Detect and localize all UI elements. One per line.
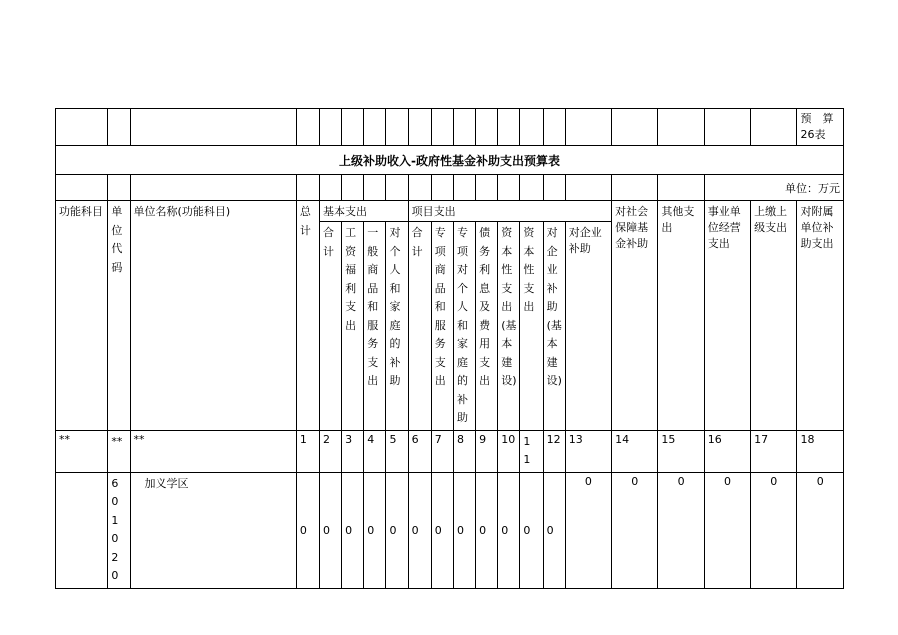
- header-affiliated: 对附属单位补助支出: [797, 201, 844, 431]
- value-cell: 0: [476, 472, 498, 588]
- index-cell: 15: [658, 430, 704, 472]
- header-enterprise-subsidy-1: 对企业补助(基本建设): [543, 222, 565, 431]
- index-cell: 1: [296, 430, 319, 472]
- index-cell: 16: [704, 430, 750, 472]
- index-cell: 6: [408, 430, 431, 472]
- value-cell: 0: [408, 472, 431, 588]
- header-unit-name: 单位名称(功能科目): [130, 201, 296, 431]
- header-basic-total: 合计: [319, 222, 341, 431]
- value-cell: 0: [364, 472, 386, 588]
- header-capital-2: 资本性支出: [520, 222, 543, 431]
- value-cell: 0: [431, 472, 453, 588]
- header-project: 项目支出: [408, 201, 611, 222]
- form-label-row: [56, 109, 844, 146]
- value-cell: 0: [386, 472, 408, 588]
- unit-label: 单位：万元: [704, 175, 843, 201]
- header-other: 其他支出: [658, 201, 704, 431]
- value-cell: 0: [797, 472, 844, 588]
- index-cell: **: [56, 430, 108, 472]
- index-cell: 17: [751, 430, 797, 472]
- header-func-subject: 功能科目: [56, 201, 108, 431]
- header-project-personal: 专项对个人和家庭的补助: [453, 222, 475, 431]
- value-cell: 0: [453, 472, 475, 588]
- index-cell: **: [108, 430, 130, 472]
- index-cell: 13: [565, 430, 611, 472]
- value-cell: 0: [498, 472, 520, 588]
- value-cell: 0: [296, 472, 319, 588]
- table-title: 上级补助收入-政府性基金补助支出预算表: [56, 146, 844, 175]
- header-capital-1: 资本性支出(基本建设): [498, 222, 520, 431]
- value-cell: 0: [520, 472, 543, 588]
- header-social-security: 对社会保障基金补助: [612, 201, 658, 431]
- budget-table: [55, 108, 844, 589]
- value-cell: 0: [565, 472, 611, 588]
- index-cell: 4: [364, 430, 386, 472]
- value-cell: 0: [342, 472, 364, 588]
- index-cell: 14: [612, 430, 658, 472]
- header-business: 事业单位经营支出: [704, 201, 750, 431]
- header-wages: 工资福利支出: [342, 222, 364, 431]
- table-row: [56, 472, 844, 588]
- value-cell: 0: [612, 472, 658, 588]
- header-debt-interest: 债务利息及费用支出: [476, 222, 498, 431]
- header-enterprise-subsidy-2: 对企业补助: [565, 222, 611, 431]
- index-cell: 3: [342, 430, 364, 472]
- form-number-label: 预 算 26表: [797, 109, 844, 146]
- value-cell: 0: [658, 472, 704, 588]
- index-cell: 2: [319, 430, 341, 472]
- value-cell: 0: [751, 472, 797, 588]
- value-cell: 0: [319, 472, 341, 588]
- unit-code-cell: 601020: [108, 472, 130, 588]
- index-cell: 5: [386, 430, 408, 472]
- header-upper: 上缴上级支出: [751, 201, 797, 431]
- index-cell: 11: [520, 430, 543, 472]
- index-cell: 10: [498, 430, 520, 472]
- unit-row: [56, 175, 844, 201]
- header-special-goods: 专项商品和服务支出: [431, 222, 453, 431]
- unit-name-cell: 加义学区: [130, 472, 296, 588]
- value-cell: 0: [704, 472, 750, 588]
- index-cell: 12: [543, 430, 565, 472]
- index-cell: **: [130, 430, 296, 472]
- index-cell: 9: [476, 430, 498, 472]
- header-personal-subsidy: 对个人和家庭的补助: [386, 222, 408, 431]
- header-goods-services: 一般商品和服务支出: [364, 222, 386, 431]
- header-project-total: 合计: [408, 222, 431, 431]
- value-cell: 0: [543, 472, 565, 588]
- header-row-1: [56, 201, 844, 222]
- func-subject-cell: [56, 472, 108, 588]
- index-cell: 7: [431, 430, 453, 472]
- header-total: 总计: [296, 201, 319, 431]
- header-unit-code: 单位代码: [108, 201, 130, 431]
- title-row: [56, 146, 844, 175]
- index-cell: 8: [453, 430, 475, 472]
- index-row: [56, 430, 844, 472]
- index-cell: 18: [797, 430, 844, 472]
- header-basic: 基本支出: [319, 201, 408, 222]
